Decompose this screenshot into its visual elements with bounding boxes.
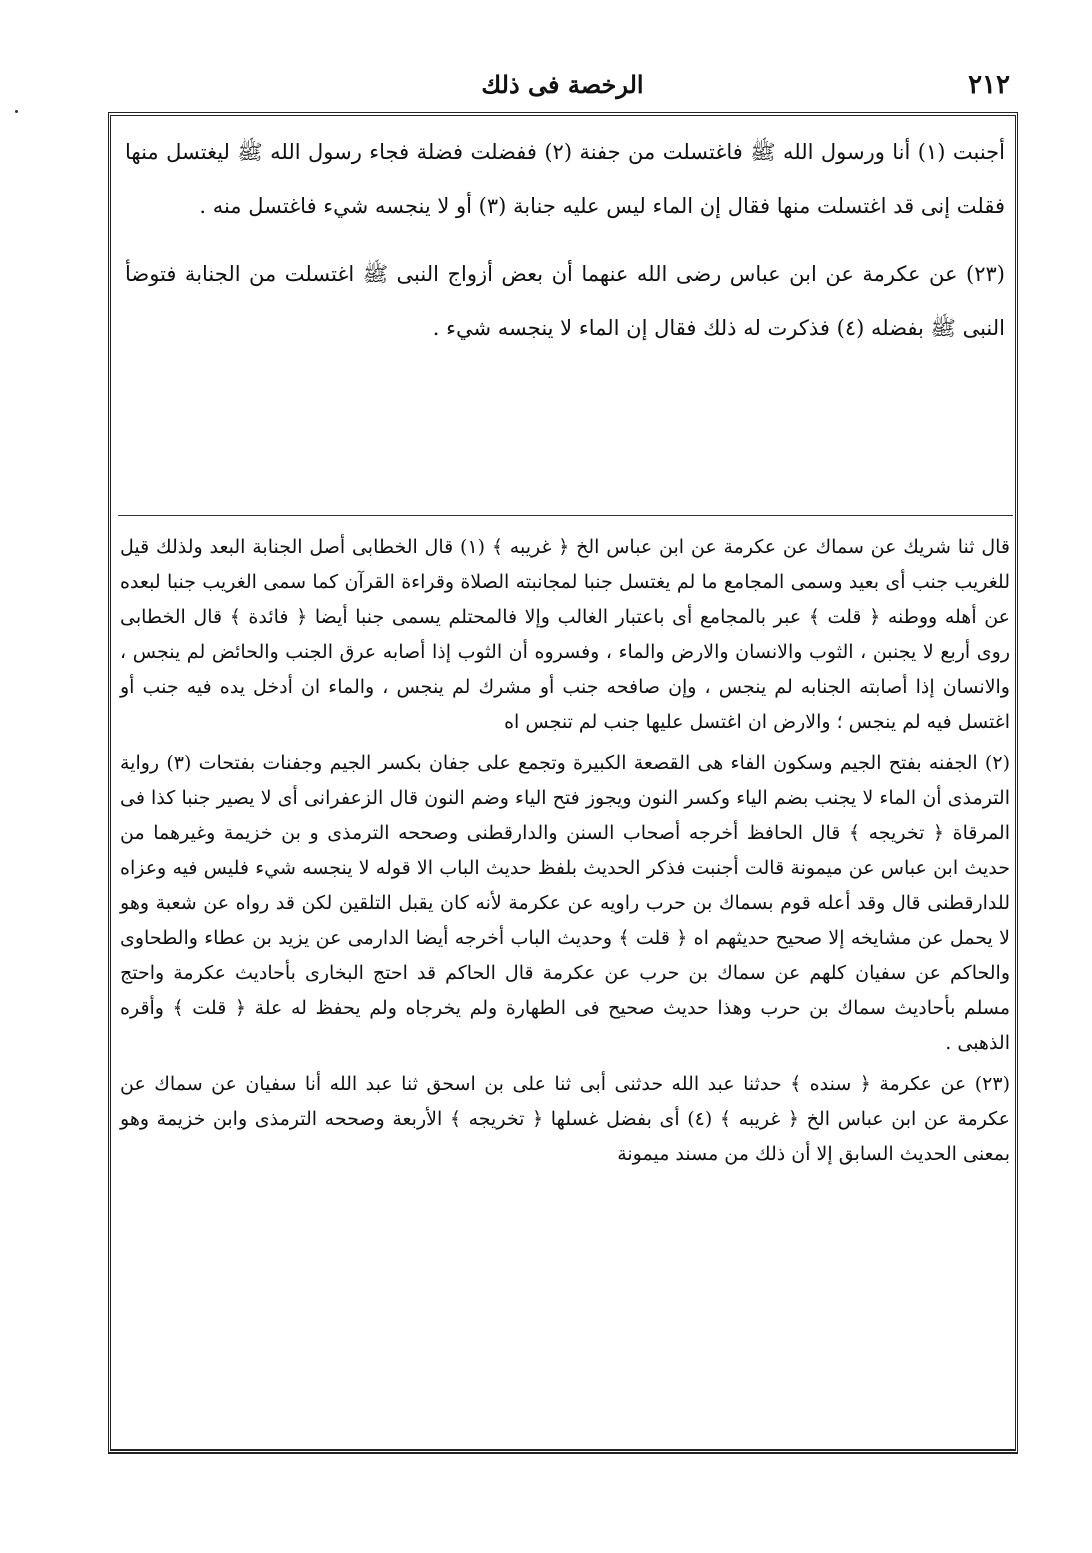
- running-title: الرخصة فى ذلك: [481, 70, 644, 99]
- commentary-block: [120, 530, 1010, 1178]
- hadith-paragraph: أجنبت (١) أنا ورسول الله ﷺ فاغتسلت من جفنة (٢) ففضلت فضلة فجاء رسول الله ﷺ ليغتسل منها فقلت إنى قد اغتسلت منها فقال إن الماء ليس عليه جنابة (٣) أو لا ينجسه شيء فاغتسل منه .: [125, 140, 1005, 218]
- notes-separator-line: [118, 515, 1013, 516]
- page-number: ٢١٢: [968, 70, 1010, 100]
- scan-speck: [15, 110, 18, 113]
- commentary-paragraph: (٢٣) عن عكرمة ﴿ سنده ﴾ حدثنا عبد الله حدثنى أبى ثنا على بن اسحق ثنا عبد الله أنا سفيان عن سماك عن عكرمة عن ابن عباس الخ ﴿ غريبه ﴾ (٤) أى بفضل غسلها ﴿ تخريجه ﴾ الأربعة وصححه الترمذى وابن خزيمة وهو بمعنى الحديث السابق إلا أن ذلك من مسند ميمونة: [120, 1073, 1011, 1165]
- hadith-text-block: [125, 125, 1005, 369]
- commentary-paragraph: (٢) الجفنه بفتح الجيم وسكون الفاء هى القصعة الكبيرة وتجمع على جفان بكسر الجيم وجفنات بفتحات (٣) رواية الترمذى أن الماء لا يجنب بضم الياء وكسر النون ويجوز فتح الياء وضم النون قال الزعفرانى أى لا يصير جنبا كذا فى المرقاة ﴿ تخريجه ﴾ قال الحافظ أخرجه أصحاب السنن والدارقطنى وصححه الترمذى و بن خزيمة وغيرهما من حديث ابن عباس عن ميمونة قالت أجنبت فذكر الحديث بلفظ حديث الباب الا قوله لا ينجسه شيء فليس فيه وعزاه للدارقطنى قال وقد أعله قوم بسماك بن حرب راويه عن عكرمة لأنه كان يقبل التلقين لكن قد رواه عن شعبة وهو لا يحمل عن مشايخه إلا صحيح حديثهم اه ﴿ قلت ﴾ وحديث الباب أخرجه أيضا الدارمى عن يزيد بن عطاء والطحاوى والحاكم عن سفيان كلهم عن سماك بن حرب عن عكرمة قال الحاكم قد احتج البخارى بأحاديث عكرمة واحتج مسلم بأحاديث سماك بن حرب وهذا حديث صحيح فى الطهارة ولم يخرجاه ولم يحفظ له علة ﴿ قلت ﴾ وأقره الذهبى .: [120, 752, 1010, 1054]
- hadith-paragraph: (٢٣) عن عكرمة عن ابن عباس رضى الله عنهما أن بعض أزواج النبى ﷺ اغتسلت من الجنابة فتوضأ النبى ﷺ بفضله (٤) فذكرت له ذلك فقال إن الماء لا ينجسه شيء .: [125, 262, 1005, 340]
- page-header: [115, 70, 1010, 110]
- commentary-paragraph: قال ثنا شريك عن سماك عن عكرمة عن ابن عباس الخ ﴿ غريبه ﴾ (١) قال الخطابى أصل الجنابة البعد ولذلك قيل للغريب جنب أى بعيد وسمى المجامع ما لم يغتسل جنبا لمجانبته الصلاة وقراءة القرآن كما سمى الغريب جنبا لبعده عن أهله ووطنه ﴿ قلت ﴾ عبر بالمجامع أى باعتبار الغالب وإلا فالمحتلم يسمى جنبا أيضا ﴿ فائدة ﴾ قال الخطابى روى أربع لا يجنبن ، الثوب والانسان والارض والماء ، وفسروه أن الثوب إذا أصابه عرق الجنب والحائض لم ينجس ، والانسان إذا أصابته الجنابه لم ينجس ، وإن صافحه جنب أو مشرك لم ينجس ، والماء ان أدخل يده فيه جنب أو اغتسل فيه لم ينجس ؛ والارض ان اغتسل عليها جنب لم تنجس اه: [120, 536, 1010, 733]
